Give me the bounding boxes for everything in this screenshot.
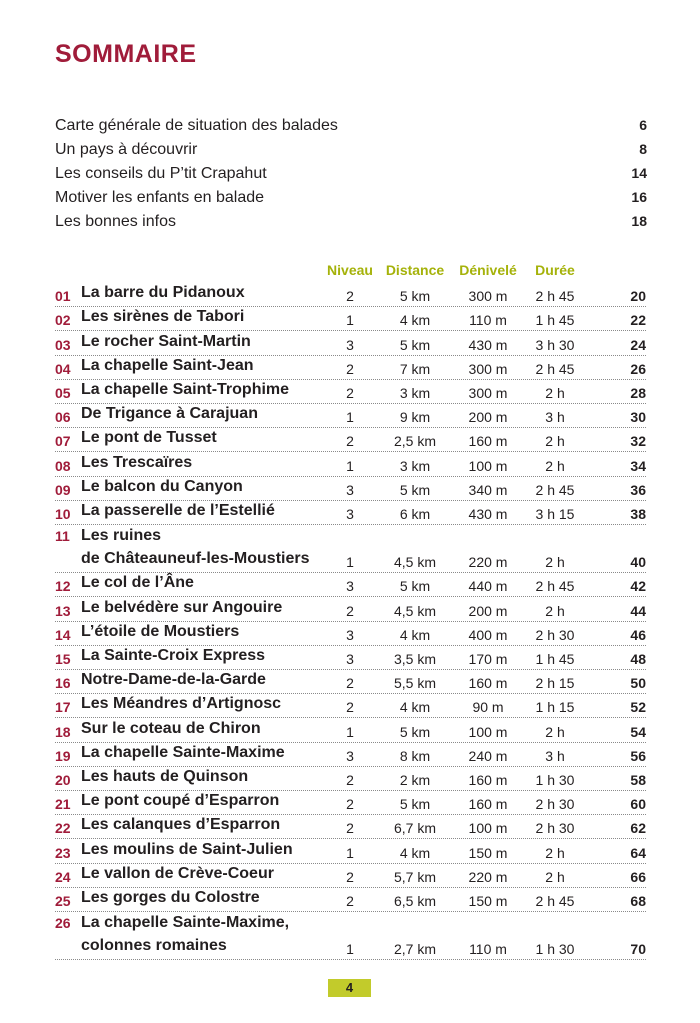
walk-distance: 5 km <box>399 723 431 740</box>
header-duration: Durée <box>535 262 575 278</box>
walk-duration: 2 h <box>545 384 565 401</box>
walk-number: 04 <box>55 360 71 377</box>
walk-distance: 5,7 km <box>393 868 436 885</box>
walk-duration: 2 h 30 <box>535 796 575 813</box>
walk-name <box>81 281 331 304</box>
walk-duration: 1 h 15 <box>535 699 575 716</box>
walk-name <box>81 305 331 328</box>
walk-name <box>81 620 331 643</box>
walk-name-line1: L’étoile de Moustiers <box>81 622 240 640</box>
walk-name <box>81 692 331 715</box>
walk-name-line1: Les calanques d’Esparron <box>81 816 281 834</box>
walk-level: 2 <box>346 360 354 377</box>
walk-name <box>81 451 331 474</box>
header-level: Niveau <box>327 262 373 278</box>
walk-name <box>81 644 331 667</box>
walk-number: 05 <box>55 384 71 401</box>
intro-item-page: 14 <box>631 165 647 181</box>
walk-distance: 5 km <box>399 336 431 353</box>
walk-elevation: 400 m <box>468 626 508 643</box>
walk-number: 01 <box>55 288 71 305</box>
walk-distance: 9 km <box>399 409 431 426</box>
walk-level: 3 <box>346 578 354 595</box>
walk-name <box>81 717 331 740</box>
walk-page: 40 <box>630 554 646 571</box>
walk-elevation: 160 m <box>468 433 508 450</box>
walk-duration: 2 h 45 <box>535 481 575 498</box>
walk-name-line2: colonnes romaines <box>81 937 227 955</box>
walk-page: 54 <box>630 723 646 740</box>
walk-duration: 2 h <box>545 457 565 474</box>
walk-level: 2 <box>346 433 354 450</box>
walk-level: 1 <box>346 312 354 329</box>
walk-elevation: 150 m <box>468 844 508 861</box>
walk-name-line1: Les Méandres d’Artignosc <box>81 695 282 713</box>
walk-number: 15 <box>55 651 71 668</box>
table-row[interactable] <box>0 503 700 527</box>
walk-page: 52 <box>630 699 646 716</box>
walk-duration: 2 h <box>545 433 565 450</box>
intro-item-page: 16 <box>631 189 647 205</box>
walk-level: 3 <box>346 626 354 643</box>
walk-elevation: 160 m <box>468 771 508 788</box>
walk-level: 2 <box>346 892 354 909</box>
walk-distance: 4 km <box>399 699 431 716</box>
walk-page: 38 <box>630 505 646 522</box>
walk-page: 60 <box>630 796 646 813</box>
walk-page: 64 <box>630 844 646 861</box>
walk-name <box>81 838 331 861</box>
intro-item[interactable] <box>55 189 647 213</box>
walk-number: 07 <box>55 433 71 450</box>
walk-elevation: 200 m <box>468 602 508 619</box>
walk-page: 24 <box>630 336 646 353</box>
walk-number: 14 <box>55 626 71 643</box>
walk-page: 26 <box>630 360 646 377</box>
walk-page: 56 <box>630 747 646 764</box>
walk-page: 28 <box>630 384 646 401</box>
walk-level: 3 <box>346 481 354 498</box>
walk-elevation: 220 m <box>468 868 508 885</box>
walk-name-line1: Les sirènes de Tabori <box>81 308 245 326</box>
walk-duration: 3 h <box>545 747 565 764</box>
walk-name-line1: Les moulins de Saint-Julien <box>81 840 293 858</box>
walk-name-line1: La chapelle Saint-Trophime <box>81 380 290 398</box>
walk-level: 2 <box>346 602 354 619</box>
walk-page: 32 <box>630 433 646 450</box>
walk-elevation: 340 m <box>468 481 508 498</box>
intro-item-label: Un pays à découvrir <box>55 141 198 158</box>
walk-number: 13 <box>55 602 71 619</box>
page-number: 4 <box>328 979 371 997</box>
walk-level: 3 <box>346 747 354 764</box>
walk-name-line1: Les gorges du Colostre <box>81 888 260 906</box>
walk-page: 34 <box>630 457 646 474</box>
walk-elevation: 440 m <box>468 578 508 595</box>
walk-elevation: 160 m <box>468 796 508 813</box>
intro-item-page: 18 <box>631 213 647 229</box>
walk-number: 19 <box>55 747 71 764</box>
walk-number: 23 <box>55 844 71 861</box>
walk-distance: 2,5 km <box>393 433 436 450</box>
walk-name-line1: Les hauts de Quinson <box>81 767 249 785</box>
walk-number: 22 <box>55 820 71 837</box>
walk-level: 3 <box>346 336 354 353</box>
walk-elevation: 200 m <box>468 409 508 426</box>
walk-name-line1: La chapelle Sainte-Maxime, <box>81 914 290 932</box>
walk-distance: 4 km <box>399 312 431 329</box>
walk-name <box>81 426 331 449</box>
walk-number: 08 <box>55 457 71 474</box>
walk-number: 02 <box>55 312 71 329</box>
intro-item-label: Les bonnes infos <box>55 213 176 230</box>
walk-name-line1: Le pont coupé d’Esparron <box>81 792 280 810</box>
walk-duration: 1 h 45 <box>535 312 575 329</box>
walk-page: 36 <box>630 481 646 498</box>
walk-level: 2 <box>346 796 354 813</box>
walk-elevation: 430 m <box>468 505 508 522</box>
intro-item[interactable] <box>55 213 647 237</box>
walk-number: 03 <box>55 336 71 353</box>
walk-distance: 6 km <box>399 505 431 522</box>
walk-level: 1 <box>346 844 354 861</box>
walk-name <box>81 596 331 619</box>
walk-name <box>81 911 331 957</box>
walk-distance: 5 km <box>399 796 431 813</box>
walk-number: 26 <box>55 914 71 931</box>
walk-name <box>81 402 331 425</box>
walk-duration: 2 h 15 <box>535 675 575 692</box>
walk-distance: 4,5 km <box>393 554 436 571</box>
walk-name <box>81 862 331 885</box>
walk-elevation: 110 m <box>469 312 507 329</box>
walk-name-line1: Le pont de Tusset <box>81 429 217 447</box>
walk-name <box>81 741 331 764</box>
intro-item[interactable] <box>55 117 647 141</box>
intro-item-page: 8 <box>639 141 647 157</box>
intro-list <box>55 117 647 237</box>
walk-name <box>81 354 331 377</box>
walk-duration: 1 h 30 <box>535 771 575 788</box>
walk-duration: 2 h <box>545 554 565 571</box>
walk-number: 09 <box>55 481 71 498</box>
walk-name <box>81 668 331 691</box>
walk-distance: 4,5 km <box>393 602 436 619</box>
walk-duration: 2 h 30 <box>535 626 575 643</box>
walk-distance: 3 km <box>399 457 431 474</box>
walk-distance: 3 km <box>399 384 431 401</box>
walk-level: 2 <box>346 288 354 305</box>
walk-number: 10 <box>55 505 71 522</box>
walk-name-line1: Le balcon du Canyon <box>81 477 243 495</box>
walk-name <box>81 813 331 836</box>
walk-duration: 3 h 15 <box>535 505 575 522</box>
table-row[interactable] <box>0 890 700 914</box>
walk-page: 68 <box>630 892 646 909</box>
walk-name-line1: La passerelle de l’Estellié <box>81 501 275 519</box>
walk-distance: 7 km <box>399 360 431 377</box>
walk-page: 20 <box>630 288 646 305</box>
walk-duration: 2 h 30 <box>535 820 575 837</box>
intro-item[interactable] <box>55 165 647 189</box>
walk-elevation: 100 m <box>468 820 508 837</box>
walk-name <box>81 789 331 812</box>
walk-page: 42 <box>630 578 646 595</box>
walk-name-line1: Le vallon de Crève-Coeur <box>81 864 274 882</box>
walk-distance: 6,5 km <box>393 892 436 909</box>
walk-distance: 8 km <box>399 747 431 764</box>
walk-elevation: 100 m <box>468 457 508 474</box>
walk-name-line1: La Sainte-Croix Express <box>81 647 266 665</box>
table-row[interactable] <box>0 914 700 962</box>
walk-name-line1: Le belvédère sur Angouire <box>81 598 283 616</box>
walk-duration: 2 h 45 <box>535 892 575 909</box>
walk-page: 48 <box>630 651 646 668</box>
intro-item-page: 6 <box>639 117 647 133</box>
walk-number: 24 <box>55 868 71 885</box>
walk-duration: 2 h <box>545 602 565 619</box>
walk-distance: 5 km <box>399 288 431 305</box>
walk-elevation: 220 m <box>468 554 508 571</box>
walk-name-line1: Les Trescaïres <box>81 453 193 471</box>
walk-level: 1 <box>346 409 354 426</box>
walk-name-line1: La chapelle Sainte-Maxime <box>81 743 285 761</box>
walk-distance: 2,7 km <box>393 941 436 958</box>
walk-elevation: 110 m <box>469 941 507 958</box>
walk-number: 11 <box>55 527 70 544</box>
walk-level: 1 <box>346 941 354 958</box>
walk-name <box>81 524 331 570</box>
walk-name-line1: La chapelle Saint-Jean <box>81 356 254 374</box>
walk-duration: 2 h 45 <box>535 360 575 377</box>
walk-name <box>81 475 331 498</box>
walk-name <box>81 571 331 594</box>
walk-level: 2 <box>346 384 354 401</box>
walk-duration: 3 h 30 <box>535 336 575 353</box>
walk-level: 2 <box>346 771 354 788</box>
walk-name-line1: Sur le coteau de Chiron <box>81 719 261 737</box>
walk-level: 2 <box>346 868 354 885</box>
walk-distance: 6,7 km <box>393 820 436 837</box>
walk-level: 2 <box>346 675 354 692</box>
table-row[interactable] <box>0 527 700 575</box>
walk-duration: 1 h 30 <box>535 941 575 958</box>
walk-number: 17 <box>55 699 71 716</box>
walk-distance: 5,5 km <box>393 675 436 692</box>
walk-level: 1 <box>346 457 354 474</box>
walk-name-line1: De Trigance à Carajuan <box>81 405 258 423</box>
walk-name-line1: Les ruines <box>81 527 162 545</box>
walk-elevation: 300 m <box>468 384 508 401</box>
walk-number: 12 <box>55 578 71 595</box>
walk-elevation: 240 m <box>468 747 508 764</box>
walk-level: 2 <box>346 699 354 716</box>
walk-elevation: 170 m <box>468 651 508 668</box>
walk-elevation: 90 m <box>472 699 504 716</box>
walk-elevation: 300 m <box>468 288 508 305</box>
walk-distance: 2 km <box>399 771 431 788</box>
walk-number: 25 <box>55 892 71 909</box>
walk-duration: 2 h <box>545 723 565 740</box>
dotted-leader <box>55 959 646 960</box>
walk-name-line1: La barre du Pidanoux <box>81 284 245 302</box>
intro-item[interactable] <box>55 141 647 165</box>
walk-page: 66 <box>630 868 646 885</box>
walk-level: 3 <box>346 505 354 522</box>
walk-duration: 3 h <box>545 409 565 426</box>
header-elevation: Dénivelé <box>459 262 517 278</box>
walk-name-line1: Le rocher Saint-Martin <box>81 332 251 350</box>
walk-page: 62 <box>630 820 646 837</box>
walk-page: 30 <box>630 409 646 426</box>
walk-page: 50 <box>630 675 646 692</box>
walk-duration: 2 h <box>545 844 565 861</box>
walk-duration: 2 h <box>545 868 565 885</box>
walk-page: 44 <box>630 602 646 619</box>
walk-number: 21 <box>55 796 71 813</box>
walk-page: 70 <box>630 941 646 958</box>
walk-elevation: 160 m <box>468 675 508 692</box>
walk-distance: 4 km <box>399 844 431 861</box>
walk-page: 22 <box>630 312 646 329</box>
walk-name-line1: Notre-Dame-de-la-Garde <box>81 671 266 689</box>
walk-name <box>81 378 331 401</box>
walk-name-line1: Le col de l’Âne <box>81 574 194 592</box>
walk-number: 06 <box>55 409 71 426</box>
walk-elevation: 150 m <box>468 892 508 909</box>
header-distance: Distance <box>385 262 445 278</box>
walk-duration: 1 h 45 <box>535 651 575 668</box>
walk-number: 18 <box>55 723 71 740</box>
walk-level: 1 <box>346 554 354 571</box>
walk-distance: 3,5 km <box>393 651 436 668</box>
walk-name <box>81 499 331 522</box>
walk-distance: 5 km <box>399 578 431 595</box>
walk-elevation: 100 m <box>468 723 508 740</box>
walk-number: 16 <box>55 675 71 692</box>
intro-item-label: Carte générale de situation des balades <box>55 117 338 134</box>
page-title: SOMMAIRE <box>55 40 197 68</box>
walk-elevation: 430 m <box>468 336 508 353</box>
intro-item-label: Motiver les enfants en balade <box>55 189 265 206</box>
walks-table <box>0 285 700 962</box>
table-header <box>0 262 700 282</box>
walk-name <box>81 330 331 353</box>
walk-page: 58 <box>630 771 646 788</box>
walk-name-line2: de Châteauneuf-les-Moustiers <box>81 550 310 568</box>
walk-distance: 4 km <box>399 626 431 643</box>
walk-distance: 5 km <box>399 481 431 498</box>
walk-number: 20 <box>55 771 71 788</box>
walk-elevation: 300 m <box>468 360 508 377</box>
walk-level: 1 <box>346 723 354 740</box>
intro-item-label: Les conseils du P’tit Crapahut <box>55 165 267 182</box>
walk-level: 2 <box>346 820 354 837</box>
walk-name <box>81 765 331 788</box>
walk-page: 46 <box>630 626 646 643</box>
walk-duration: 2 h 45 <box>535 578 575 595</box>
walk-level: 3 <box>346 651 354 668</box>
walk-name <box>81 886 331 909</box>
walk-duration: 2 h 45 <box>535 288 575 305</box>
